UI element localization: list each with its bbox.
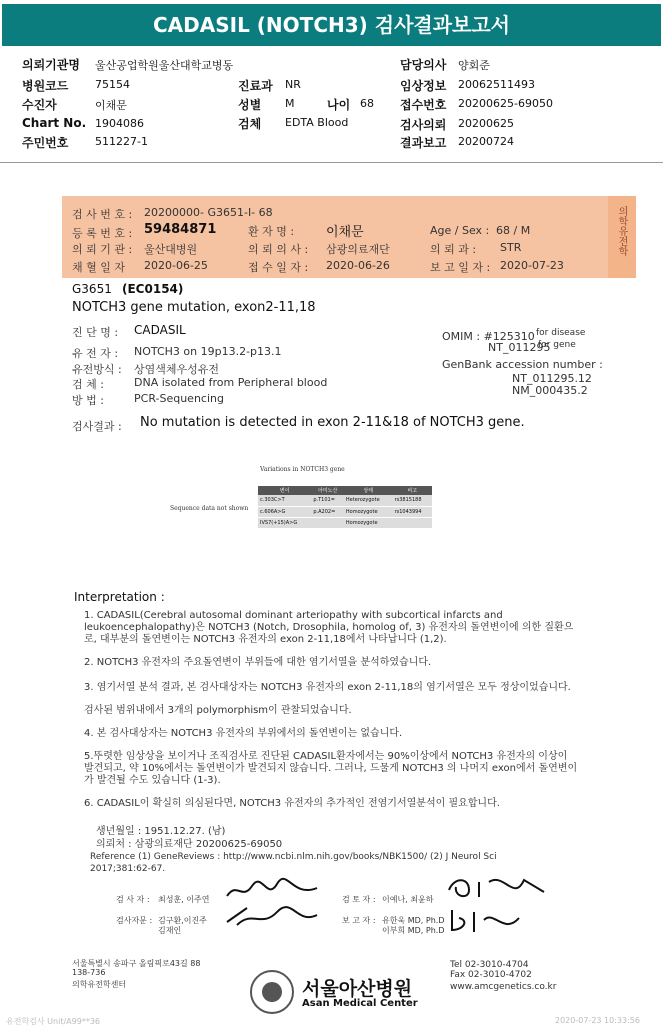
table-cell: rs1043994 <box>393 506 432 517</box>
director-value: 김구환,이진주 <box>158 916 207 925</box>
interp-p3: 3. 염기서열 분석 결과, 본 검사대상자는 NOTCH3 유전자의 exon 2-11,18의 염기서열은 모두 정상이었습니다. <box>84 682 571 693</box>
sex-label: 성별 <box>238 98 262 112</box>
omim-gene: for gene <box>538 340 576 350</box>
hospital-code-value: 75154 <box>95 78 130 91</box>
birth-date: 생년월일 : 1951.12.27. (남) <box>96 826 226 837</box>
genbank-label: GenBank accession number : <box>442 358 603 371</box>
table-cell: c.606A>G <box>258 506 311 517</box>
diag-value: CADASIL <box>134 323 186 337</box>
test-code-ec: (EC0154) <box>122 282 184 296</box>
specimen-label: 검체 <box>238 117 262 131</box>
address-2: 138-736 <box>72 968 106 977</box>
table-row <box>258 506 432 517</box>
resident-value: 511227-1 <box>95 135 148 148</box>
examinee-label: 수진자 <box>22 98 57 112</box>
side-label: 의학유전학 <box>616 206 627 256</box>
reporter-value-2: 이부희 MD, Ph.D <box>382 926 445 935</box>
req-doc-label: 의 뢰 의 사 : <box>248 243 309 256</box>
patient-value: 이채문 <box>326 225 364 240</box>
sample-label: 검 체 : <box>72 378 104 391</box>
age-value: 68 <box>360 97 374 110</box>
gene-value: NOTCH3 on 19p13.2-p13.1 <box>134 345 282 358</box>
dept-form-value: STR <box>500 241 522 254</box>
clinical-label: 임상정보 <box>400 79 447 93</box>
interp-p5: 5.뚜렷한 임상상을 보이거나 조직검사로 진단된 CADASIL환자에서는 90%이상에서 NOTCH3 유전자의 이상이 발견되고, 약 10%에서는 돌연변이가 발견되지 않습니다. 그러나, 드물게 NOTCH3 의 나머지 exon에서 돌연변이가 발견될 수도 있습니다 (1-3). <box>84 751 578 786</box>
req-org-value: 울산대병원 <box>144 243 198 256</box>
inherit-label: 유전방식 : <box>72 363 122 376</box>
hospital-name-ko: 서울아산병원 <box>302 978 413 1000</box>
report-title: CADASIL (NOTCH3) 검사결과보고서 <box>2 4 661 46</box>
examinee-value: 이채문 <box>95 99 127 112</box>
hospital-logo-icon <box>250 970 294 1014</box>
clinical-value: 20062511493 <box>458 78 535 91</box>
age-label: 나이 <box>327 98 351 112</box>
chart-label: Chart No. <box>22 116 87 130</box>
interpretation-title: Interpretation : <box>74 590 165 604</box>
report-date-value: 20200724 <box>458 135 514 148</box>
print-timestamp: 2020-07-23 10:33:56 <box>555 1016 640 1025</box>
chart-value: 1904086 <box>95 117 144 130</box>
diag-label: 진 단 명 : <box>72 326 119 339</box>
receipt-value: 20200625-69050 <box>458 97 553 110</box>
table-cell: rs3815188 <box>393 495 432 506</box>
patient-label: 환 자 명 : <box>248 225 295 238</box>
variations-title: Variations in NOTCH3 gene <box>260 466 345 473</box>
hospital-name-en: Asan Medical Center <box>302 998 418 1009</box>
interp-p2: 2. NOTCH3 유전자의 주요돌연변이 부위들에 대한 염기서열을 분석하였습니다. <box>84 657 432 668</box>
method-value: PCR-Sequencing <box>134 392 224 405</box>
test-no-value: 20200000- G3651-I- 68 <box>144 206 273 219</box>
draw-date-label: 채 혈 일 자 <box>72 261 125 274</box>
request-value: 20200625 <box>458 117 514 130</box>
institution-value: 울산공업학원울산대학교병동 <box>95 59 234 72</box>
table-cell <box>393 517 432 528</box>
address-3: 의학유전학센터 <box>72 980 127 989</box>
inherit-value: 상염색체우성유전 <box>134 363 220 376</box>
dept-label: 진료과 <box>238 79 273 93</box>
result-value: No mutation is detected in exon 2-11&18 of NOTCH3 gene. <box>140 415 525 430</box>
rep-date-label: 보 고 일 자 : <box>430 261 491 274</box>
omim-label: OMIM : #125310 <box>442 330 535 343</box>
reviewer-label: 검 토 자 : <box>342 895 376 904</box>
specimen-value: EDTA Blood <box>285 116 349 129</box>
table-row <box>258 517 432 528</box>
address-1: 서울특별시 송파구 올림픽로43길 88 <box>72 959 201 968</box>
doctor-label: 담당의사 <box>400 58 447 72</box>
col-header: 변이 <box>258 486 311 495</box>
doctor-value: 양회준 <box>458 59 490 72</box>
reviewer-signature <box>444 872 554 902</box>
col-header: 상태 <box>344 486 393 495</box>
req-org-label: 의 뢰 기 관 : <box>72 243 133 256</box>
table-cell: Homozygote <box>344 506 393 517</box>
tel: Tel 02-3010-4704 <box>450 960 529 970</box>
recv-date-label: 접 수 일 자 : <box>248 261 309 274</box>
requester: 의뢰처 : 삼광의료재단 20200625-69050 <box>96 839 283 850</box>
result-label: 검사결과 : <box>72 420 122 433</box>
reg-no-value: 59484871 <box>144 222 217 237</box>
tester-label: 검 사 자 : <box>116 895 150 904</box>
table-cell: p.T101= <box>311 495 344 506</box>
table-cell: c.303C>T <box>258 495 311 506</box>
draw-date-value: 2020-06-25 <box>144 259 208 272</box>
interp-p3b: 검사된 범위내에서 3개의 polymorphism이 관찰되었습니다. <box>84 705 352 716</box>
receipt-label: 접수번호 <box>400 98 447 112</box>
table-cell: IVS7(+15)A>G <box>258 517 311 528</box>
table-cell: Homozygote <box>344 517 393 528</box>
dept-form-label: 의 뢰 과 : <box>430 243 477 256</box>
omim-disease: for disease <box>536 328 586 338</box>
sample-value: DNA isolated from Peripheral blood <box>134 376 328 389</box>
director-value-2: 김재인 <box>158 926 182 935</box>
institution-label: 의뢰기관명 <box>22 58 80 72</box>
recv-date-value: 2020-06-26 <box>326 259 390 272</box>
website: www.amcgenetics.co.kr <box>450 982 557 992</box>
col-header: 비고 <box>393 486 432 495</box>
req-doc-value: 삼광의료재단 <box>326 243 390 256</box>
resident-label: 주민번호 <box>22 136 69 150</box>
sex-value: M <box>285 97 295 110</box>
test-code: G3651 <box>72 282 112 296</box>
reg-no-label: 등 록 번 호 : <box>72 227 133 240</box>
request-label: 검사의뢰 <box>400 118 447 132</box>
rep-date-value: 2020-07-23 <box>500 259 564 272</box>
test-no-label: 검 사 번 호 : <box>72 208 133 221</box>
reviewer-value: 이예나, 최윤하 <box>382 895 434 904</box>
interp-p1: 1. CADASIL(Cerebral autosomal dominant arteriopathy with subcortical infarcts and leukoencephalopathy)은 NOTCH3 (Notch, Drosophila, homolog of, 3) 유전자의 돌연변이에 의한 질환으로, 대부분의 돌연변이는 NOTCH3 유전자의 exon 2-11,18에서 나타납니다 (1,2). <box>84 610 574 645</box>
genbank-1: NT_011295.12 <box>512 372 592 385</box>
director-label: 검사자문 : <box>116 916 153 925</box>
reference: Reference (1) GeneReviews : http://www.ncbi.nlm.nih.gov/books/NBK1500/ (2) J Neurol Sci 2017;381:62-67. <box>90 852 497 874</box>
interp-p4: 4. 본 검사대상자는 NOTCH3 유전자의 부위에서의 돌연변이는 없습니다. <box>84 728 403 739</box>
interp-p6: 6. CADASIL이 확실히 의심된다면, NOTCH3 유전자의 추가적인 전염기서열분석이 필요합니다. <box>84 798 500 809</box>
director-signature <box>222 900 322 930</box>
variations-table <box>258 486 432 529</box>
header-divider <box>0 162 663 163</box>
omim-nt: NT_011295 <box>488 341 551 354</box>
table-cell: Heterozygote <box>344 495 393 506</box>
col-header: 아미노산 <box>311 486 344 495</box>
fax: Fax 02-3010-4702 <box>450 970 532 980</box>
reporter-signature <box>444 900 524 940</box>
age-sex-value: 68 / M <box>496 224 531 237</box>
print-unit: 유전학검사 Unit/A99**36 <box>6 1017 100 1026</box>
tester-value: 최성훈, 이주연 <box>158 895 210 904</box>
reporter-label: 보 고 자 : <box>342 916 376 925</box>
test-name: NOTCH3 gene mutation, exon2-11,18 <box>72 300 316 315</box>
dept-value: NR <box>285 78 301 91</box>
gene-label: 유 전 자 : <box>72 347 119 360</box>
print-footer <box>0 1014 663 1033</box>
hospital-code-label: 병원코드 <box>22 79 69 93</box>
table-row <box>258 495 432 506</box>
table-cell: p.A202= <box>311 506 344 517</box>
reporter-value: 유한욱 MD, Ph.D <box>382 916 445 925</box>
age-sex-label: Age / Sex : <box>430 224 490 237</box>
sequence-note: Sequence data not shown <box>170 505 249 512</box>
table-cell <box>311 517 344 528</box>
method-label: 방 법 : <box>72 394 104 407</box>
genbank-2: NM_000435.2 <box>512 384 588 397</box>
report-date-label: 결과보고 <box>400 136 447 150</box>
